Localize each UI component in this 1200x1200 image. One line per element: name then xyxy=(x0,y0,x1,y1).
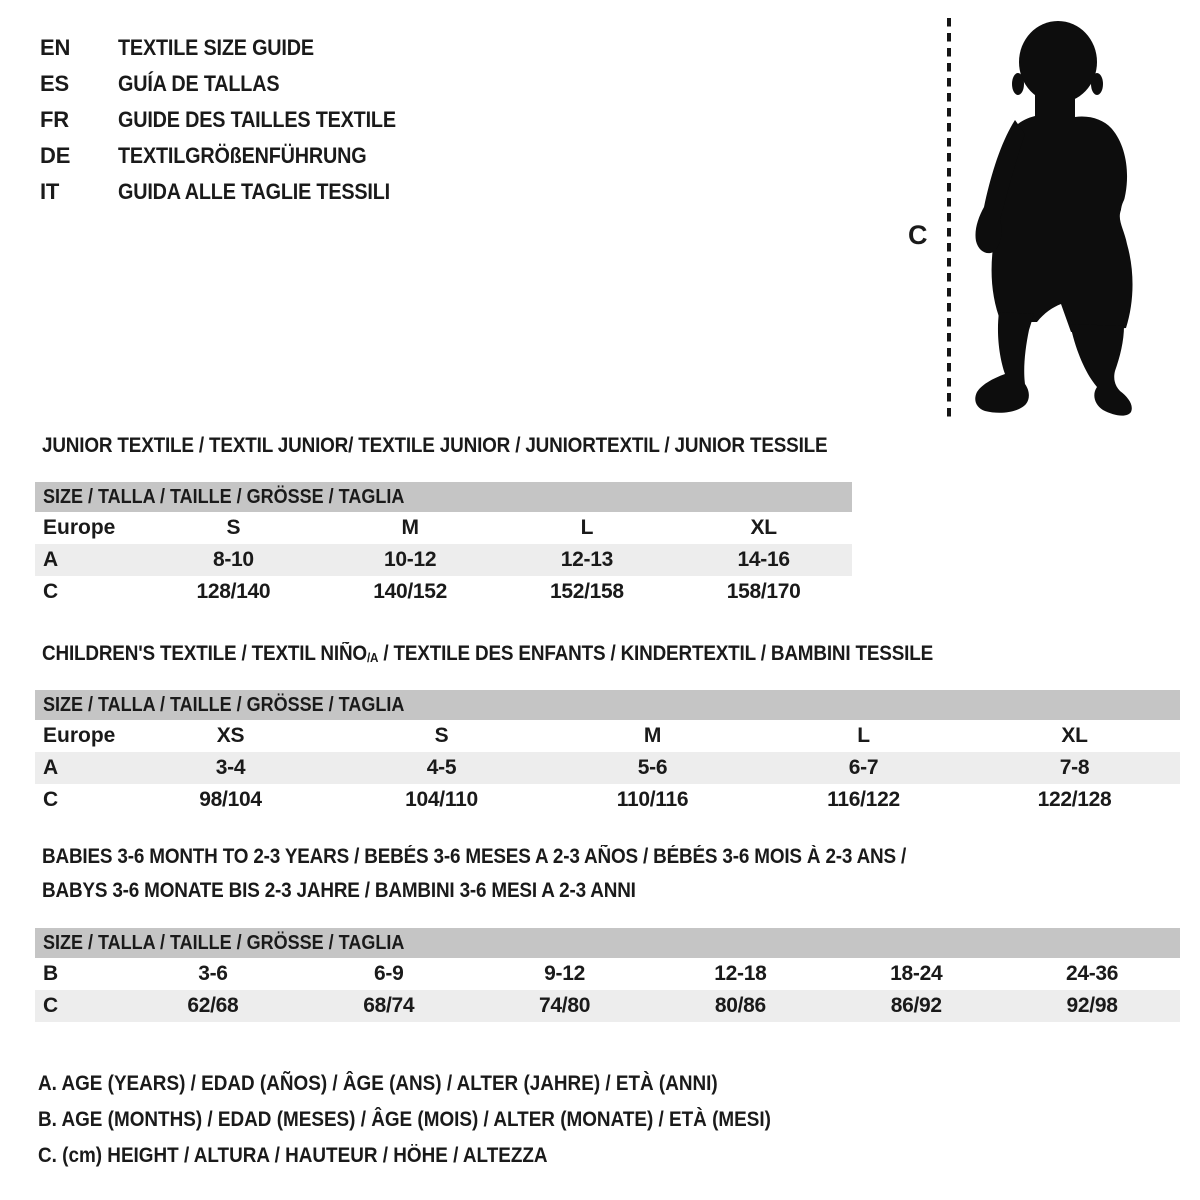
row-label: A xyxy=(43,756,59,779)
silhouette-head xyxy=(1019,21,1097,103)
height-cell: 68/74 xyxy=(363,994,415,1017)
months-cell: 12-18 xyxy=(714,962,767,985)
silhouette-right-leg-foot xyxy=(1070,324,1132,416)
height-cell: 116/122 xyxy=(827,788,900,811)
height-cell: 98/104 xyxy=(199,788,262,811)
lang-title-de: TEXTILGRÖßENFÜHRUNG xyxy=(118,143,367,168)
junior-size-table xyxy=(35,482,852,608)
height-cell: 128/140 xyxy=(196,580,271,603)
row-label: C xyxy=(43,580,59,603)
children-section-title xyxy=(42,642,1032,666)
legend xyxy=(38,1066,852,1174)
children-title-sub: /A xyxy=(366,650,379,665)
row-label: A xyxy=(43,548,59,571)
babies-section-title-line2 xyxy=(42,879,702,903)
age-cell: 10-12 xyxy=(384,548,437,571)
lang-code-en: EN xyxy=(40,35,71,60)
size-cell: S xyxy=(434,724,449,747)
age-cell: 12-13 xyxy=(560,548,613,571)
lang-row-es xyxy=(40,66,427,102)
months-cell: 9-12 xyxy=(544,962,585,985)
age-cell: 5-6 xyxy=(637,756,668,779)
height-cell: 104/110 xyxy=(405,788,478,811)
silhouette-left-leg-foot xyxy=(975,312,1034,413)
months-cell: 6-9 xyxy=(374,962,404,985)
legend-line-b xyxy=(38,1102,852,1138)
row-label: Europe xyxy=(43,516,116,539)
size-cell: L xyxy=(857,724,870,747)
children-section-title-text xyxy=(42,642,933,670)
months-cell: 3-6 xyxy=(198,962,228,985)
legend-line-c xyxy=(38,1138,852,1174)
silhouette-left-ear xyxy=(1012,73,1024,95)
age-cell: 8-10 xyxy=(212,548,254,571)
lang-code-de: DE xyxy=(40,143,71,168)
legend-line-a-text: A. AGE (YEARS) / EDAD (AÑOS) / ÂGE (ANS) / ALTER (JAHRE) / ETÀ (ANNI) xyxy=(38,1072,718,1095)
toddler-silhouette-icon xyxy=(975,21,1140,416)
table-row xyxy=(35,720,1180,752)
lang-code-fr: FR xyxy=(40,107,69,132)
silhouette-right-ear xyxy=(1091,73,1103,95)
lang-title-fr: GUIDE DES TAILLES TEXTILE xyxy=(118,107,396,132)
height-measure-label: C xyxy=(908,220,928,250)
age-cell: 6-7 xyxy=(848,756,879,779)
size-cell: M xyxy=(643,724,662,747)
height-cell: 110/116 xyxy=(616,788,689,811)
lang-title-en: TEXTILE SIZE GUIDE xyxy=(118,35,314,60)
age-cell: 7-8 xyxy=(1059,756,1090,779)
row-label: C xyxy=(43,788,59,811)
babies-section-title-line1-text: BABIES 3-6 MONTH TO 2-3 YEARS / BEBÉS 3-6 MESES A 2-3 AÑOS / BÉBÉS 3-6 MOIS À 2-3 ANS / xyxy=(42,845,907,868)
junior-section-title xyxy=(42,434,915,458)
lang-title-it: GUIDA ALLE TAGLIE TESSILI xyxy=(118,179,390,204)
junior-section-title-text: JUNIOR TEXTILE / TEXTIL JUNIOR/ TEXTILE JUNIOR / JUNIORTEXTIL / JUNIOR TESSILE xyxy=(42,434,828,457)
lang-row-en xyxy=(40,30,427,66)
table-row xyxy=(35,784,1180,816)
height-cell: 92/98 xyxy=(1066,994,1118,1017)
row-label: B xyxy=(43,962,59,985)
age-cell: 14-16 xyxy=(737,548,790,571)
toddler-height-figure xyxy=(940,10,1150,425)
babies-section-title-line1 xyxy=(42,845,1002,869)
months-cell: 24-36 xyxy=(1065,962,1119,985)
age-cell: 3-4 xyxy=(215,756,246,779)
lang-code-it: IT xyxy=(40,179,60,204)
children-size-header-bar xyxy=(35,690,1180,720)
children-title-rest: / TEXTILE DES ENFANTS / KINDERTEXTIL / BAMBINI TESSILE xyxy=(378,642,934,665)
table-row xyxy=(35,512,852,544)
size-cell: XL xyxy=(750,516,777,539)
babies-size-header-text: SIZE / TALLA / TAILLE / GRÖSSE / TAGLIA xyxy=(43,931,405,954)
height-cell: 152/158 xyxy=(549,580,624,603)
lang-title-es: GUÍA DE TALLAS xyxy=(118,71,280,96)
size-cell: XL xyxy=(1061,724,1088,747)
row-label: C xyxy=(43,994,59,1017)
legend-line-b-text: B. AGE (MONTHS) / EDAD (MESES) / ÂGE (MOIS) / ALTER (MONATE) / ETÀ (MESI) xyxy=(38,1108,771,1131)
months-cell: 18-24 xyxy=(890,962,943,985)
lang-row-fr xyxy=(40,102,427,138)
size-cell: XS xyxy=(216,724,245,747)
junior-size-header-bar xyxy=(35,482,852,512)
lang-row-it xyxy=(40,174,427,210)
table-row xyxy=(35,958,1180,990)
size-cell: L xyxy=(580,516,594,539)
height-cell: 86/92 xyxy=(890,994,942,1017)
size-cell: S xyxy=(226,516,241,539)
height-cell: 122/128 xyxy=(1037,788,1112,811)
size-cell: M xyxy=(401,516,419,539)
babies-size-table xyxy=(35,928,1180,1022)
age-cell: 4-5 xyxy=(426,756,457,779)
table-row xyxy=(35,576,852,608)
height-cell: 62/68 xyxy=(187,994,239,1017)
table-row xyxy=(35,544,852,576)
height-cell: 140/152 xyxy=(373,580,448,603)
children-size-header-text: SIZE / TALLA / TAILLE / GRÖSSE / TAGLIA xyxy=(43,693,405,716)
babies-size-header-bar xyxy=(35,928,1180,958)
height-cell: 80/86 xyxy=(714,994,766,1017)
table-row xyxy=(35,990,1180,1022)
junior-size-header-text: SIZE / TALLA / TAILLE / GRÖSSE / TAGLIA xyxy=(43,485,405,508)
babies-section-title-line2-text: BABYS 3-6 MONATE BIS 2-3 JAHRE / BAMBINI 3-6 MESI A 2-3 ANNI xyxy=(42,879,636,902)
legend-line-a xyxy=(38,1066,852,1102)
lang-code-es: ES xyxy=(40,71,69,96)
language-title-list xyxy=(40,30,427,210)
height-cell: 74/80 xyxy=(539,994,591,1017)
table-row xyxy=(35,752,1180,784)
height-cell: 158/170 xyxy=(726,580,801,603)
children-title-main: CHILDREN'S TEXTILE / TEXTIL NIÑO xyxy=(42,642,367,665)
lang-row-de xyxy=(40,138,427,174)
legend-line-c-text: C. (cm) HEIGHT / ALTURA / HAUTEUR / HÖHE / ALTEZZA xyxy=(38,1144,548,1167)
row-label: Europe xyxy=(43,724,116,747)
children-size-table xyxy=(35,690,1180,816)
